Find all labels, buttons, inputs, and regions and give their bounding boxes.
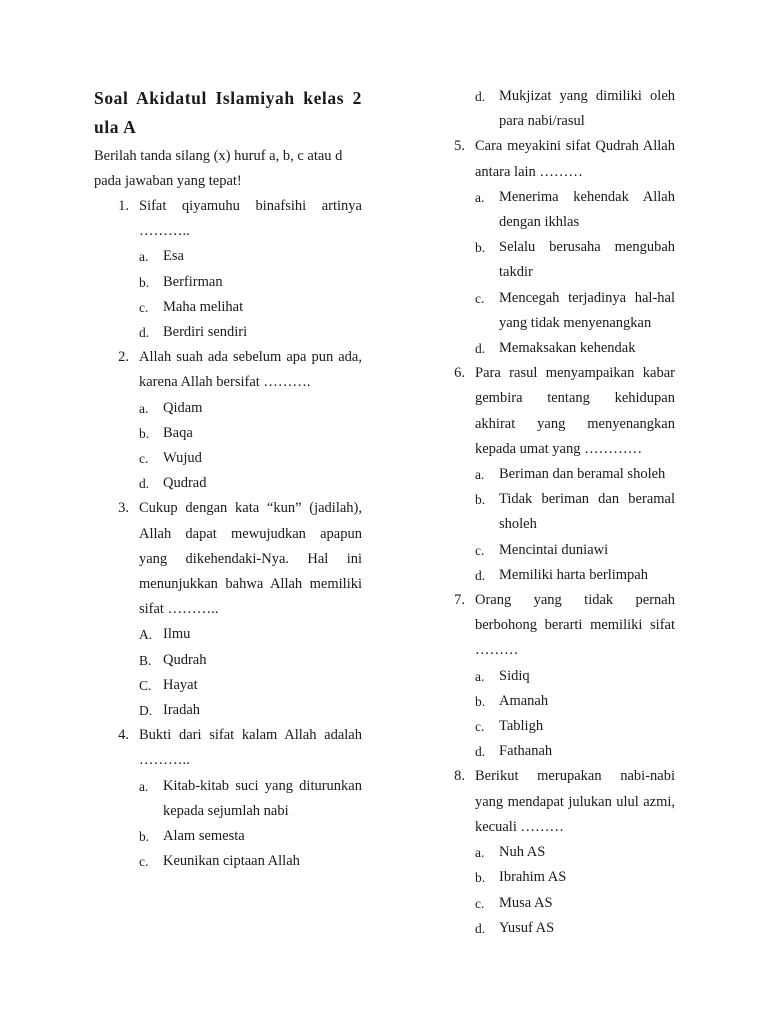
option-text: Alam semesta [163,828,245,845]
option-letter: b. [139,829,150,845]
option-text: Ilmu [163,626,191,643]
option-text: Memaksakan kehendak [499,340,636,357]
answer-option[interactable] [430,916,675,941]
option-letter: B. [139,652,152,668]
answer-option[interactable] [430,714,675,739]
option-letter: b. [475,240,486,256]
option-letter: c. [475,290,485,306]
option-text: Musa AS [499,894,553,911]
option-text: Ibrahim AS [499,869,567,886]
option-text: Menerima kehendak Allah dengan ikhlas [499,188,675,231]
question-row [430,764,675,840]
question-item [430,588,675,764]
question-row [430,361,675,462]
option-text: Amanah [499,692,549,709]
question-text: Orang yang tidak pernah berbohong berarti memiliki sifat ……… [475,592,675,659]
option-text: Qudrah [163,651,207,668]
question-number: 5. [454,138,465,155]
answer-option [430,84,675,134]
option-text: Yusuf AS [499,919,555,936]
option-letter: A. [139,627,153,643]
option-text: Fathanah [499,743,553,760]
left-column [94,84,362,874]
answer-options [430,664,675,765]
answer-option[interactable] [430,336,675,361]
option-text: Tidak beriman dan beramal sholeh [499,491,675,533]
option-text: Mukjizat yang dimiliki oleh para nabi/rasul [499,88,675,130]
option-letter: a. [139,778,149,794]
answer-options [94,622,362,723]
page-title: Soal Akidatul Islamiyah kelas 2 ula A [94,88,362,137]
answer-option[interactable] [430,739,675,764]
answer-options [430,185,675,361]
answer-option[interactable] [430,840,675,865]
option-letter: d. [475,89,486,104]
answer-options [94,396,362,497]
option-text: Berfirman [163,273,223,290]
question-item [94,496,362,723]
answer-option[interactable] [430,865,675,890]
question-row [430,134,675,184]
answer-option[interactable] [430,487,675,537]
option-letter: c. [475,719,485,735]
option-letter: d. [475,744,486,760]
answer-option[interactable] [94,673,362,698]
answer-option[interactable] [94,270,362,295]
option-text: Qudrad [163,475,207,492]
answer-option[interactable] [430,538,675,563]
answer-option[interactable] [94,446,362,471]
option-text: Qidam [163,399,203,416]
question-row [94,345,362,395]
question-number: 2. [118,349,129,366]
option-letter: d. [475,920,486,936]
question-number: 3. [118,500,129,517]
option-text: Iradah [163,702,201,719]
question-item [430,764,675,940]
option-letter: a. [475,668,485,684]
question-text: Sifat qiyamuhu binafsihi artinya ……….. [139,198,362,240]
option-letter: a. [475,467,485,483]
option-letter: b. [139,274,150,290]
question-number: 7. [454,592,465,609]
option-text: Keunikan ciptaan Allah [163,853,300,870]
option-letter: a. [475,189,485,205]
answer-option[interactable] [94,622,362,647]
option-text: Tabligh [499,718,544,735]
answer-option[interactable] [430,563,675,588]
question-text: Cara meyakini sifat Qudrah Allah antara lain ……… [475,138,675,180]
answer-options [430,840,675,941]
option-letter: c. [139,451,149,467]
answer-option[interactable] [94,774,362,824]
answer-options [94,774,362,875]
answer-option[interactable] [430,462,675,487]
question-item [430,134,675,361]
option-text: Esa [163,248,184,265]
question-item [94,194,362,345]
answer-options [430,462,675,588]
answer-option[interactable] [430,185,675,235]
option-letter: D. [139,703,153,719]
question-item [94,345,362,496]
option-letter: d. [139,325,150,341]
answer-option[interactable] [94,320,362,345]
option-text: Beriman dan beramal sholeh [499,466,666,483]
answer-option[interactable] [94,295,362,320]
question-list-right [430,134,675,941]
answer-option[interactable] [430,286,675,336]
option-letter: c. [475,895,485,911]
option-text: Berdiri sendiri [163,324,248,341]
option-letter: b. [475,693,486,709]
answer-option[interactable] [94,244,362,269]
option-text: Baqa [163,424,193,441]
option-letter: a. [475,845,485,861]
question-item [94,723,362,874]
option-text: Kitab-kitab suci yang diturunkan kepada sejumlah nabi [163,777,362,819]
right-column [430,84,675,941]
option-text: Hayat [163,676,198,693]
answer-option[interactable] [94,824,362,849]
answer-option[interactable] [94,396,362,421]
answer-option[interactable] [430,664,675,689]
answer-option[interactable] [94,421,362,446]
option-letter: d. [475,567,486,583]
question-number: 4. [118,727,129,744]
option-text: Mencegah terjadinya hal-hal yang tidak menyenangkan [499,289,675,331]
question-number: 8. [454,768,465,785]
question-row [94,723,362,773]
question-number: 6. [454,365,465,382]
answer-option[interactable] [94,471,362,496]
continued-options [430,84,675,134]
option-text: Wujud [163,450,202,467]
question-number: 1. [118,198,129,214]
question-list-left [94,194,362,874]
option-text: Nuh AS [499,844,546,861]
instruction-text: Berilah tanda silang (x) huruf a, b, c atau d pada jawaban yang tepat! [94,148,343,189]
option-letter: a. [139,400,149,416]
option-letter: b. [139,425,150,441]
question-text: Allah suah ada sebelum apa pun ada, karena Allah bersifat ………. [139,349,362,391]
answer-option[interactable] [94,648,362,673]
option-letter: b. [475,870,486,886]
question-text: Bukti dari sifat kalam Allah adalah ……….. [139,727,362,769]
question-text: Berikut merupakan nabi-nabi yang mendapat julukan ulul azmi, kecuali ……… [475,768,675,835]
answer-option[interactable] [94,698,362,723]
question-text: Cukup dengan kata “kun” (jadilah), Allah dapat mewujudkan apapun yang dikehendaki-Nya. Hal ini menunjukkan bahwa Allah memiliki sifat ……….. [139,500,362,618]
question-item [430,361,675,588]
option-letter: c. [475,542,485,558]
question-row [94,496,362,622]
option-letter: c. [139,854,149,870]
question-text: Para rasul menyampaikan kabar gembira tentang kehidupan akhirat yang menyenangkan kepada umat yang ………… [475,365,675,457]
question-row [94,194,362,244]
option-text: Sidiq [499,667,530,684]
answer-option[interactable] [430,689,675,714]
option-text: Selalu berusaha mengubah takdir [499,239,675,281]
answer-option[interactable] [430,235,675,285]
question-row [430,588,675,664]
answer-options [94,244,362,345]
option-letter: d. [139,476,150,492]
option-letter: c. [139,299,149,315]
option-letter: a. [139,249,149,265]
option-letter: C. [139,677,152,693]
option-letter: b. [475,492,486,508]
option-text: Mencintai duniawi [499,541,609,558]
answer-option[interactable] [94,849,362,874]
answer-option[interactable] [430,891,675,916]
option-text: Maha melihat [163,298,244,315]
option-text: Memiliki harta berlimpah [499,566,648,583]
option-letter: d. [475,341,486,357]
